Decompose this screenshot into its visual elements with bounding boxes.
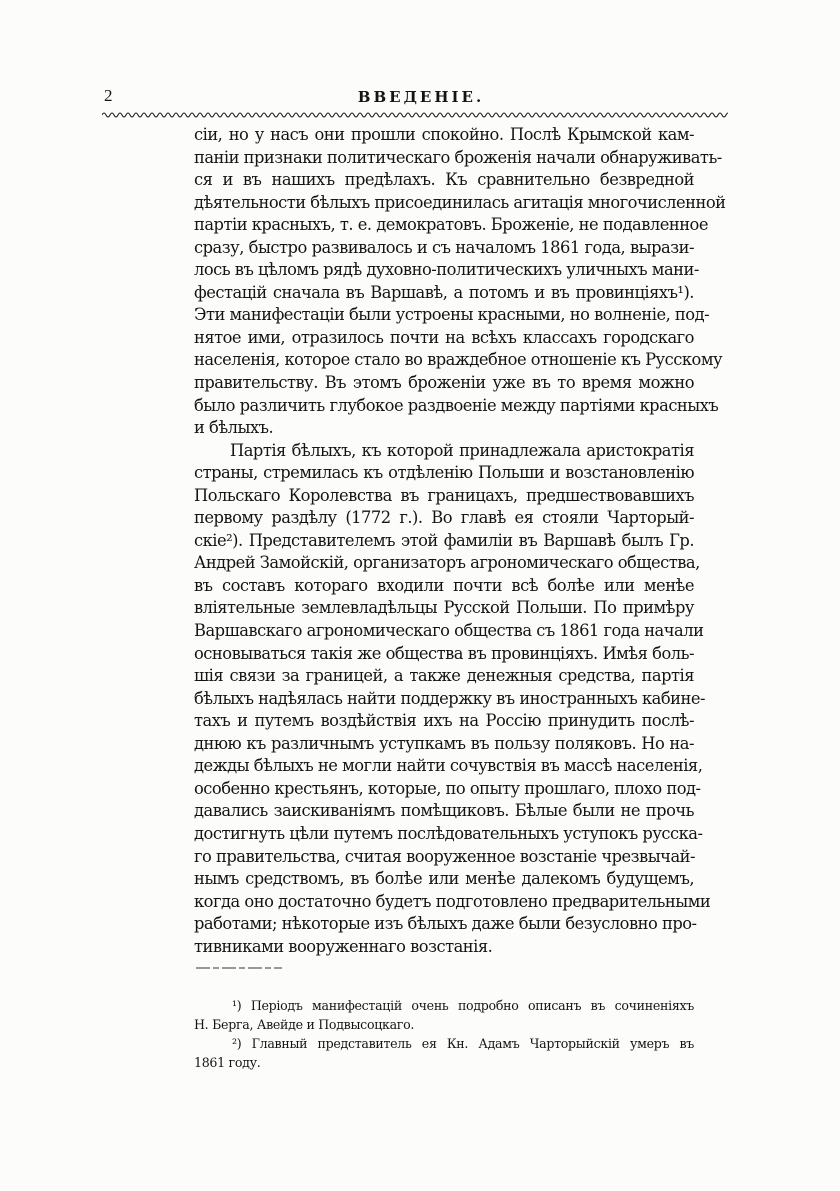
text-line: когда оно достаточно будетъ подготовлено предварительными [194, 891, 711, 911]
footnote-1-line: Н. Берга, Авейде и Подвысоцкаго. [194, 1017, 415, 1032]
text-line: паніи признаки политическаго броженія начали обнаруживать- [194, 147, 722, 167]
text-line: Польскаго Королевства въ границахъ, предшествовавшихъ [194, 485, 694, 505]
footnote-2-line: ²) Главный представитель ея Кн. Адамъ Чарторыйскій умеръ въ [232, 1036, 694, 1051]
text-line: шія связи за границей, а также денежныя средства, партія [194, 666, 694, 686]
text-line: бѣлыхъ надѣялась найти поддержку въ иностранныхъ кабине- [194, 688, 705, 708]
text-line: было различить глубокое раздвоеніе между партіями красныхъ [194, 395, 719, 415]
text-line: работами; нѣкоторые изъ бѣлыхъ даже были безусловно про- [194, 914, 697, 934]
text-line: сразу, быстро развивалось и съ началомъ 1861 года, вырази- [194, 237, 694, 257]
text-line: ся и въ нашихъ предѣлахъ. Къ сравнительно безвредной [194, 170, 694, 190]
footnote-1-line: ¹) Періодъ манифестацій очень подробно описанъ въ сочиненіяхъ [232, 998, 694, 1013]
text-line: днюю къ различнымъ уступкамъ въ пользу поляковъ. Но на- [194, 733, 694, 753]
text-line: лось въ цѣломъ рядѣ духовно-политическихъ уличныхъ мани- [194, 260, 699, 280]
text-line: нятое ими, отразилось почти на всѣхъ классахъ городскаго [194, 327, 694, 347]
footnote-separator [196, 966, 282, 970]
text-line: дежды бѣлыхъ не могли найти сочувствія въ массѣ населенія, [194, 756, 703, 776]
text-line: страны, стремилась къ отдѣленію Польши и возстановленію [194, 463, 694, 483]
text-line: Андрей Замойскій, организаторъ агрономическаго общества, [194, 553, 700, 573]
text-line: правительству. Въ этомъ броженіи уже въ то время можно [194, 373, 694, 393]
text-line: тивниками вооруженнаго возстанія. [194, 936, 493, 956]
text-line: фестацій сначала въ Варшавѣ, а потомъ и въ провинціяхъ¹). [194, 282, 694, 302]
text-line: населенія, которое стало во враждебное отношеніе къ Русскому [194, 350, 723, 370]
text-line: партіи красныхъ, т. е. демократовъ. Броженіе, не подавленное [194, 215, 708, 235]
main-text [194, 124, 726, 958]
text-line: Эти манифестаціи были устроены красными, но волненіе, под- [194, 305, 710, 325]
text-line: нымъ средствомъ, въ болѣе или менѣе далекомъ будущемъ, [194, 869, 694, 889]
footnotes [194, 996, 694, 1072]
text-line: въ составъ котораго входили почти всѣ болѣе или менѣе [194, 575, 694, 595]
text-line: дѣятельности бѣлыхъ присоединилась агитація многочисленной [194, 192, 726, 212]
text-line: го правительства, считая вооруженное возстаніе чрезвычай- [194, 846, 695, 866]
text-line: и бѣлыхъ. [194, 418, 274, 438]
text-line: основываться такія же общества въ провинціяхъ. Имѣя боль- [194, 643, 694, 663]
text-line: вліятельные землевладѣльцы Русской Польши. По примѣру [194, 598, 694, 618]
text-line: первому раздѣлу (1772 г.). Во главѣ ея стояли Чарторый- [194, 508, 694, 528]
text-line: достигнуть цѣли путемъ послѣдовательныхъ уступокъ русска- [194, 823, 703, 843]
text-line: давались заискиваніямъ помѣщиковъ. Бѣлые были не прочь [194, 801, 694, 821]
wavy-header-rule [102, 108, 728, 122]
text-line: сіи, но у насъ они прошли спокойно. Послѣ Крымской кам- [194, 125, 694, 144]
text-line: скіе²). Представителемъ этой фамиліи въ Варшавѣ былъ Гр. [194, 530, 694, 550]
text-line: особенно крестьянъ, которые, по опыту прошлаго, плохо под- [194, 778, 701, 798]
text-line: Партія бѣлыхъ, къ которой принадлежала аристократія [230, 440, 694, 460]
text-line: Варшавскаго агрономическаго общества съ 1861 года начали [194, 621, 704, 641]
running-title: ВВЕДЕНІЕ. [357, 88, 485, 106]
text-line: тахъ и путемъ воздѣйствія ихъ на Россію принудить послѣ- [194, 711, 694, 731]
page-number: 2 [104, 86, 113, 105]
footnote-2-line: 1861 году. [194, 1055, 261, 1070]
